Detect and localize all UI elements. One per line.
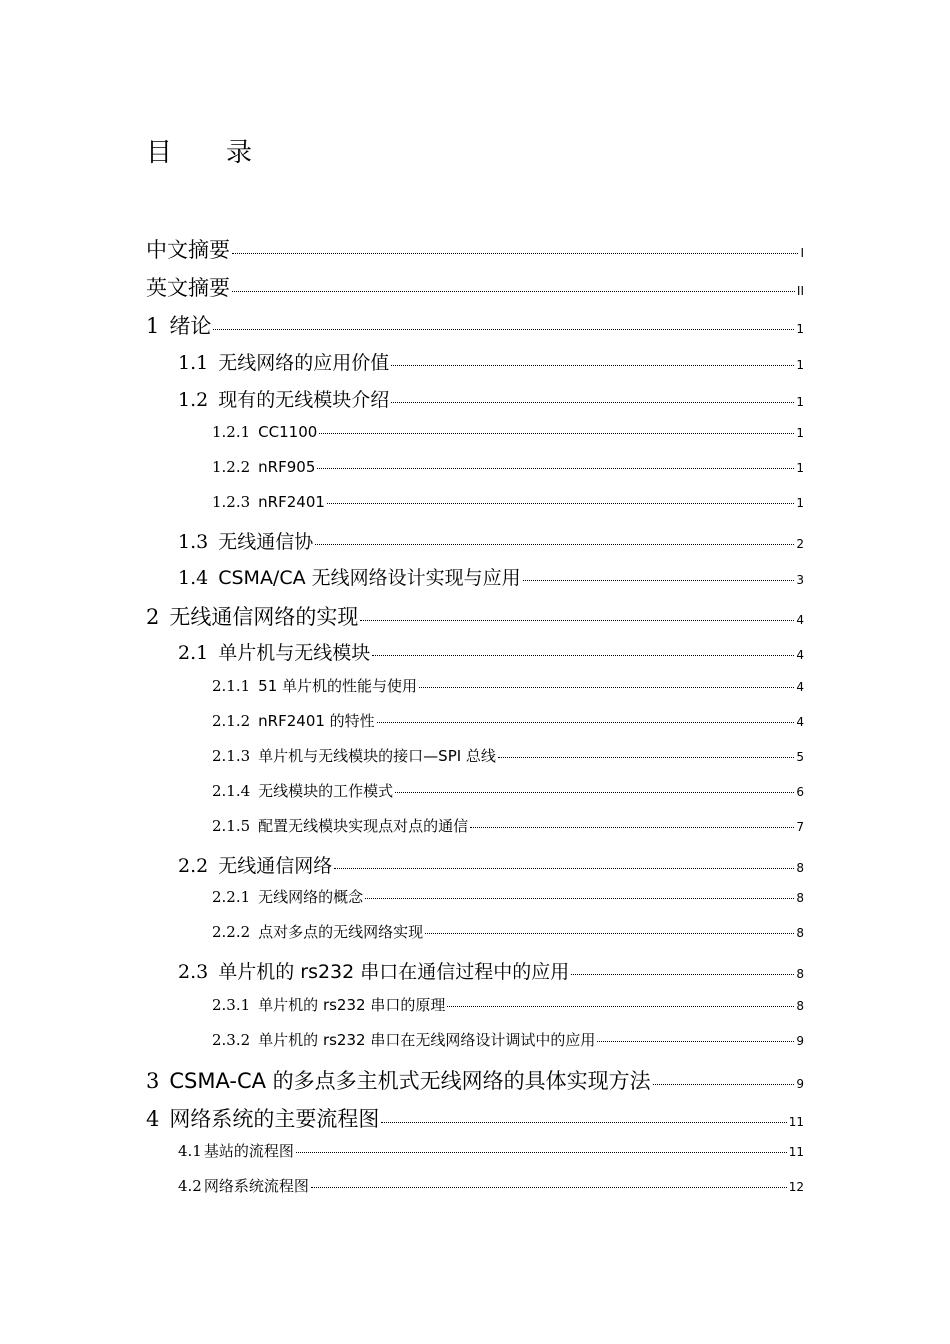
toc-entry-title: 51 单片机的性能与使用: [258, 677, 418, 695]
toc-entry-page: 12: [788, 1180, 804, 1194]
toc-entry-page: 9: [796, 1077, 804, 1091]
toc-entry-page: 1: [796, 322, 804, 336]
toc-entry-page: 8: [796, 926, 804, 940]
toc-entry[interactable]: [146, 1065, 804, 1095]
toc-entry-number: 2.2.2: [212, 923, 251, 941]
toc-entry-number: 1.3: [178, 531, 209, 553]
dot-leader: [232, 253, 798, 254]
toc-entry[interactable]: [178, 1175, 804, 1196]
toc-entry-number: 2.1.3: [212, 747, 251, 765]
toc-entry[interactable]: [146, 272, 804, 302]
dot-leader: [597, 1041, 794, 1042]
toc-entry-page: II: [796, 284, 804, 298]
toc-entry-title: nRF905: [258, 458, 316, 476]
toc-entry-title: 英文摘要: [146, 276, 230, 300]
toc-entry-number: 2.2: [178, 855, 209, 877]
toc-entry-title: 无线通信网络的实现: [169, 605, 359, 629]
toc-entry-page: 11: [788, 1115, 804, 1129]
toc-entry-number: 2.3.1: [212, 996, 251, 1014]
toc-entry-page: 1: [796, 496, 804, 510]
dot-leader: [232, 291, 795, 292]
toc-entry[interactable]: [212, 1029, 804, 1050]
toc-entry-page: 4: [796, 648, 804, 662]
toc-entry-title: 中文摘要: [146, 238, 230, 262]
dot-leader: [311, 1187, 787, 1188]
dot-leader: [447, 1006, 794, 1007]
toc-entry[interactable]: [178, 638, 804, 665]
toc-entry-page: 1: [796, 461, 804, 475]
dot-leader: [334, 868, 794, 869]
dot-leader: [653, 1084, 795, 1085]
toc-entry-title: 现有的无线模块介绍: [218, 389, 390, 411]
dot-leader: [391, 365, 794, 366]
toc-entry-page: 6: [796, 785, 804, 799]
dot-leader: [317, 468, 794, 469]
toc-entry[interactable]: [178, 957, 804, 984]
dot-leader: [425, 933, 794, 934]
toc-entry-title: 无线网络的应用价值: [218, 352, 390, 374]
dot-leader: [372, 655, 794, 656]
toc-entry-number: 1: [146, 314, 160, 338]
toc-entry[interactable]: [212, 994, 804, 1015]
toc-entry-title: 单片机与无线模块的接口—SPI 总线: [258, 747, 496, 765]
toc-entry-title: 单片机的 rs232 串口的原理: [258, 996, 446, 1014]
toc-entry-number: 4: [146, 1107, 160, 1131]
dot-leader: [327, 503, 794, 504]
toc-entry[interactable]: [212, 780, 804, 801]
toc-entry[interactable]: [212, 921, 804, 942]
toc-entry-number: 1.2: [178, 389, 209, 411]
toc-entry-number: 1.4: [178, 567, 209, 589]
toc-entry-title: 无线模块的工作模式: [258, 782, 394, 800]
toc-entry-number: 1.2.3: [212, 493, 251, 511]
toc-entry-page: 8: [796, 967, 804, 981]
toc-entry-title: 单片机与无线模块: [218, 642, 371, 664]
toc-entry-number: 2.2.1: [212, 888, 251, 906]
toc-entry[interactable]: [212, 815, 804, 836]
page-title: 目 录: [146, 138, 267, 168]
toc-entry[interactable]: [146, 601, 804, 631]
toc-entry[interactable]: [212, 458, 804, 476]
toc-entry-number: 2.1.4: [212, 782, 251, 800]
toc-entry[interactable]: [212, 710, 804, 731]
toc-entry[interactable]: [212, 493, 804, 511]
dot-leader: [419, 687, 794, 688]
toc-entry-title: 网络系统流程图: [203, 1177, 309, 1195]
dot-leader: [470, 827, 794, 828]
toc-entry-number: 2.1.2: [212, 712, 251, 730]
toc-entry-number: 1.2.2: [212, 458, 251, 476]
toc-entry-number: 2.3: [178, 961, 209, 983]
dot-leader: [381, 1122, 786, 1123]
toc-entry-number: 3: [146, 1069, 160, 1093]
toc-entry-title: 无线通信协: [218, 531, 314, 553]
toc-entry-title: 点对多点的无线网络实现: [258, 923, 424, 941]
toc-entry-title: nRF2401 的特性: [258, 712, 375, 730]
toc-entry-title: CSMA/CA 无线网络设计实现与应用: [218, 567, 521, 589]
toc-entry-page: 5: [796, 750, 804, 764]
toc-entry[interactable]: [212, 675, 804, 696]
toc-entry[interactable]: [178, 527, 804, 554]
toc-entry-number: 1.2.1: [212, 423, 251, 441]
toc-entry-page: 4: [796, 680, 804, 694]
toc-entry-page: 4: [796, 613, 804, 627]
toc-entry-title: CSMA-CA 的多点多主机式无线网络的具体实现方法: [169, 1069, 651, 1093]
toc-entry[interactable]: [178, 348, 804, 375]
toc-entry-number: 2.3.2: [212, 1031, 251, 1049]
toc-entry[interactable]: [212, 886, 804, 907]
dot-leader: [315, 544, 794, 545]
toc-entry-number: 4.1: [178, 1142, 202, 1160]
toc-entry-title: CC1100: [258, 423, 318, 441]
toc-entry-number: 1.1: [178, 352, 209, 374]
dot-leader: [391, 402, 794, 403]
toc-entry[interactable]: [212, 745, 804, 766]
toc-entry-number: 4.2: [178, 1177, 202, 1195]
toc-entry[interactable]: [178, 851, 804, 878]
toc-entry-page: 8: [796, 861, 804, 875]
toc-entry-number: 2.1.5: [212, 817, 251, 835]
toc-entry-title: nRF2401: [258, 493, 325, 511]
toc-entry-page: 2: [796, 537, 804, 551]
toc-entry-page: 7: [796, 820, 804, 834]
toc-entry[interactable]: [146, 310, 804, 340]
toc-entry-page: 1: [796, 426, 804, 440]
dot-leader: [213, 329, 794, 330]
toc-entry[interactable]: [178, 563, 804, 590]
toc-entry[interactable]: [178, 385, 804, 412]
dot-leader: [523, 580, 795, 581]
dot-leader: [395, 792, 794, 793]
toc-entry-page: 4: [796, 715, 804, 729]
toc-entry-page: 1: [796, 395, 804, 409]
toc-entry[interactable]: [178, 1140, 804, 1161]
toc-entry-page: I: [800, 246, 804, 260]
toc-entry-title: 单片机的 rs232 串口在无线网络设计调试中的应用: [258, 1031, 596, 1049]
toc-entry-title: 基站的流程图: [203, 1142, 294, 1160]
dot-leader: [319, 433, 794, 434]
toc-entry[interactable]: [146, 1103, 804, 1133]
toc-entry-title: 无线网络的概念: [258, 888, 364, 906]
toc-entry-title: 网络系统的主要流程图: [169, 1107, 380, 1131]
dot-leader: [296, 1152, 787, 1153]
toc-entry-page: 8: [796, 891, 804, 905]
dot-leader: [377, 722, 795, 723]
dot-leader: [365, 898, 794, 899]
toc-entry-title: 绪论: [169, 314, 212, 338]
dot-leader: [498, 757, 794, 758]
toc-entry-number: 2: [146, 605, 160, 629]
dot-leader: [360, 620, 794, 621]
toc-entry-title: 单片机的 rs232 串口在通信过程中的应用: [218, 961, 570, 983]
toc-entry-title: 无线通信网络: [218, 855, 333, 877]
toc-entry[interactable]: [146, 234, 804, 264]
toc-entry-page: 11: [788, 1145, 804, 1159]
toc-entry-number: 2.1: [178, 642, 209, 664]
toc-entry-page: 1: [796, 358, 804, 372]
toc-entry-page: 8: [796, 999, 804, 1013]
toc-entry-number: 2.1.1: [212, 677, 251, 695]
toc-entry-title: 配置无线模块实现点对点的通信: [258, 817, 469, 835]
dot-leader: [571, 974, 794, 975]
toc-entry-page: 3: [796, 573, 804, 587]
toc-entry[interactable]: [212, 423, 804, 441]
toc-entry-page: 9: [796, 1034, 804, 1048]
